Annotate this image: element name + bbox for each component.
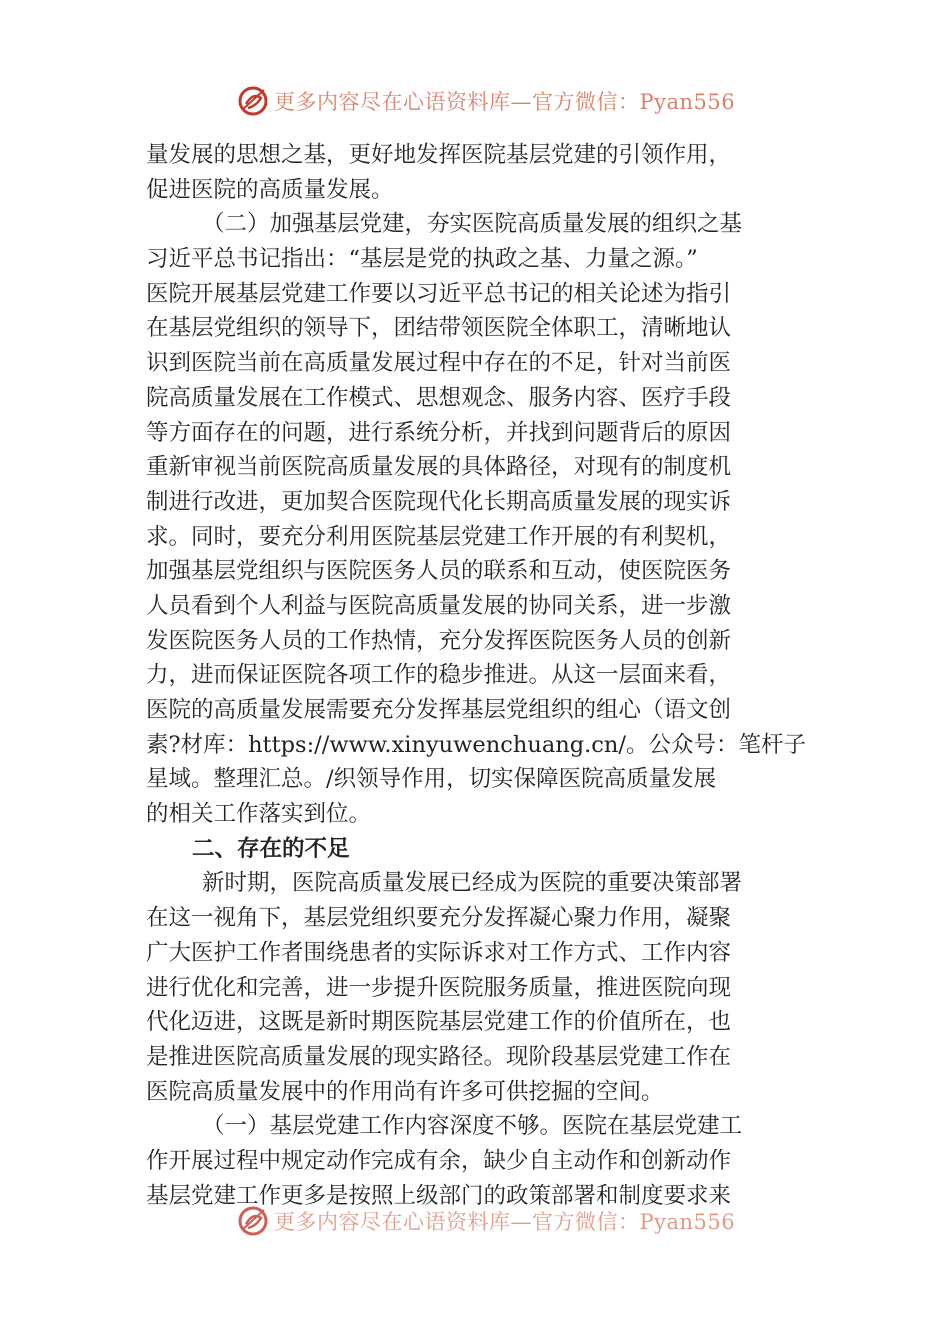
text-line: 医院开展基层党建工作要以习近平总书记的相关论述为指引 (146, 280, 732, 307)
text-line: 促进医院的高质量发展。 (146, 176, 394, 203)
text-line: 代化迈进，这既是新时期医院基层党建工作的价值所在，也 (146, 1009, 732, 1036)
section-subheading: （二）加强基层党建，夯实医院高质量发展的组织之基 (202, 211, 743, 238)
text-line: 习近平总书记指出：“基层是党的执政之基、力量之源。” (146, 246, 698, 273)
text-line: 医院的高质量发展需要充分发挥基层党组织的组心（语文创 (146, 697, 732, 723)
text-line: 是推进医院高质量发展的现实路径。现阶段基层党建工作在 (146, 1043, 732, 1070)
text-line: 进行优化和完善，进一步提升医院服务质量，推进医院向现 (146, 974, 732, 1001)
text-line: 在基层党组织的领导下，团结带领医院全体职工，清晰地认 (146, 315, 732, 342)
text-line: 量发展的思想之基，更好地发挥医院基层党建的引领作用， (146, 142, 732, 168)
text-line: 院高质量发展在工作模式、思想观念、服务内容、医疗手段 (146, 384, 732, 411)
text-line: 在这一视角下，基层党组织要充分发挥凝心聚力作用，凝聚 (146, 905, 732, 932)
footer-watermark (236, 1204, 735, 1238)
text-line: 等方面存在的问题，进行系统分析，并找到问题背后的原因 (146, 419, 732, 446)
section-subheading: （一）基层党建工作内容深度不够。医院在基层党建工 (202, 1113, 743, 1140)
text-line: 制进行改进，更加契合医院现代化长期高质量发展的现实诉 (146, 488, 732, 515)
text-line: 新时期，医院高质量发展已经成为医院的重要决策部署 (202, 870, 743, 897)
document-body (146, 138, 811, 1213)
text-line: 医院高质量发展中的作用尚有许多可供挖掘的空间。 (146, 1078, 664, 1105)
section-heading: 二、存在的不足 (192, 835, 350, 862)
text-line: 广大医护工作者围绕患者的实际诉求对工作方式、工作内容 (146, 939, 732, 966)
text-line: 素?材库：https://www.xinyuwenchuang.cn/。公众号：笔杆子 (146, 731, 806, 758)
text-line: 星域。整理汇总。/织领导作用，切实保障医院高质量发展 (146, 766, 717, 793)
text-line: 力，进而保证医院各项工作的稳步推进。从这一层面来看， (146, 662, 732, 689)
text-line: 加强基层党组织与医院医务人员的联系和互动，使医院医务 (146, 558, 732, 585)
watermark-logo-icon (236, 84, 270, 118)
watermark-text: 更多内容尽在心语资料库—官方微信：Pyan556 (274, 1210, 736, 1234)
header-watermark (236, 84, 735, 118)
watermark-logo-icon (236, 1204, 270, 1238)
text-line: 人员看到个人利益与医院高质量发展的协同关系，进一步激 (146, 592, 732, 619)
text-line: 基层党建工作更多是按照上级部门的政策部署和制度要求来 (146, 1182, 732, 1209)
text-line: 的相关工作落实到位。 (146, 801, 372, 828)
text-line: 作开展过程中规定动作完成有余，缺少自主动作和创新动作 (146, 1147, 732, 1174)
text-line: 求。同时，要充分利用医院基层党建工作开展的有利契机， (146, 523, 732, 550)
text-line: 发医院医务人员的工作热情，充分发挥医院医务人员的创新 (146, 627, 732, 654)
watermark-text: 更多内容尽在心语资料库—官方微信：Pyan556 (274, 90, 736, 114)
text-line: 重新审视当前医院高质量发展的具体路径，对现有的制度机 (146, 454, 732, 481)
text-line: 识到医院当前在高质量发展过程中存在的不足，针对当前医 (146, 350, 732, 377)
